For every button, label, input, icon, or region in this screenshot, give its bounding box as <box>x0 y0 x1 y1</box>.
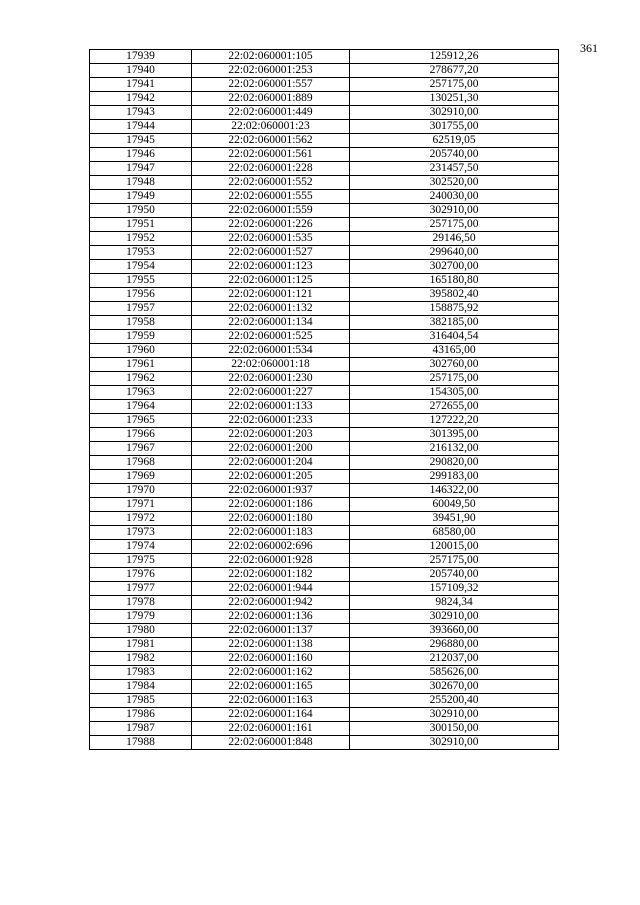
table-row <box>90 274 559 288</box>
table-row <box>90 736 559 750</box>
row-number-cell: 17955 <box>90 274 192 288</box>
registry-table-body <box>90 50 559 750</box>
value-cell: 240030,00 <box>350 190 559 204</box>
cadastral-number-cell: 22:02:060001:183 <box>192 526 350 540</box>
table-row <box>90 498 559 512</box>
value-cell: 255200,40 <box>350 694 559 708</box>
table-row <box>90 50 559 64</box>
value-cell: 125912,26 <box>350 50 559 64</box>
value-cell: 302910,00 <box>350 204 559 218</box>
row-number-cell: 17983 <box>90 666 192 680</box>
table-row <box>90 190 559 204</box>
table-row <box>90 526 559 540</box>
row-number-cell: 17960 <box>90 344 192 358</box>
row-number-cell: 17976 <box>90 568 192 582</box>
cadastral-number-cell: 22:02:060001:889 <box>192 92 350 106</box>
cadastral-number-cell: 22:02:060001:121 <box>192 288 350 302</box>
value-cell: 302910,00 <box>350 610 559 624</box>
value-cell: 302910,00 <box>350 736 559 750</box>
value-cell: 205740,00 <box>350 148 559 162</box>
row-number-cell: 17946 <box>90 148 192 162</box>
cadastral-number-cell: 22:02:060001:555 <box>192 190 350 204</box>
value-cell: 393660,00 <box>350 624 559 638</box>
table-row <box>90 442 559 456</box>
row-number-cell: 17984 <box>90 680 192 694</box>
value-cell: 9824,34 <box>350 596 559 610</box>
row-number-cell: 17974 <box>90 540 192 554</box>
cadastral-number-cell: 22:02:060001:163 <box>192 694 350 708</box>
row-number-cell: 17986 <box>90 708 192 722</box>
cadastral-number-cell: 22:02:060001:228 <box>192 162 350 176</box>
cadastral-number-cell: 22:02:060001:138 <box>192 638 350 652</box>
table-row <box>90 610 559 624</box>
table-row <box>90 400 559 414</box>
row-number-cell: 17942 <box>90 92 192 106</box>
row-number-cell: 17981 <box>90 638 192 652</box>
row-number-cell: 17971 <box>90 498 192 512</box>
value-cell: 278677,20 <box>350 64 559 78</box>
table-row <box>90 218 559 232</box>
row-number-cell: 17944 <box>90 120 192 134</box>
table-row <box>90 302 559 316</box>
row-number-cell: 17950 <box>90 204 192 218</box>
table-row <box>90 722 559 736</box>
row-number-cell: 17961 <box>90 358 192 372</box>
value-cell: 257175,00 <box>350 78 559 92</box>
table-row <box>90 358 559 372</box>
row-number-cell: 17969 <box>90 470 192 484</box>
cadastral-number-cell: 22:02:060001:164 <box>192 708 350 722</box>
table-row <box>90 694 559 708</box>
cadastral-number-cell: 22:02:060001:942 <box>192 596 350 610</box>
table-row <box>90 232 559 246</box>
value-cell: 302520,00 <box>350 176 559 190</box>
row-number-cell: 17963 <box>90 386 192 400</box>
cadastral-number-cell: 22:02:060001:186 <box>192 498 350 512</box>
value-cell: 43165,00 <box>350 344 559 358</box>
value-cell: 205740,00 <box>350 568 559 582</box>
row-number-cell: 17967 <box>90 442 192 456</box>
cadastral-number-cell: 22:02:060001:561 <box>192 148 350 162</box>
row-number-cell: 17980 <box>90 624 192 638</box>
value-cell: 302670,00 <box>350 680 559 694</box>
value-cell: 231457,50 <box>350 162 559 176</box>
cadastral-number-cell: 22:02:060001:182 <box>192 568 350 582</box>
table-row <box>90 414 559 428</box>
value-cell: 212037,00 <box>350 652 559 666</box>
row-number-cell: 17982 <box>90 652 192 666</box>
cadastral-number-cell: 22:02:060001:535 <box>192 232 350 246</box>
row-number-cell: 17954 <box>90 260 192 274</box>
table-row <box>90 624 559 638</box>
row-number-cell: 17945 <box>90 134 192 148</box>
value-cell: 272655,00 <box>350 400 559 414</box>
row-number-cell: 17979 <box>90 610 192 624</box>
cadastral-number-cell: 22:02:060001:200 <box>192 442 350 456</box>
row-number-cell: 17939 <box>90 50 192 64</box>
cadastral-number-cell: 22:02:060001:204 <box>192 456 350 470</box>
table-row <box>90 64 559 78</box>
row-number-cell: 17956 <box>90 288 192 302</box>
row-number-cell: 17972 <box>90 512 192 526</box>
value-cell: 299640,00 <box>350 246 559 260</box>
table-row <box>90 246 559 260</box>
value-cell: 300150,00 <box>350 722 559 736</box>
table-row <box>90 456 559 470</box>
value-cell: 157109,32 <box>350 582 559 596</box>
cadastral-number-cell: 22:02:060001:23 <box>192 120 350 134</box>
table-row <box>90 288 559 302</box>
table-row <box>90 92 559 106</box>
table-row <box>90 582 559 596</box>
table-row <box>90 330 559 344</box>
table-row <box>90 316 559 330</box>
cadastral-number-cell: 22:02:060001:527 <box>192 246 350 260</box>
value-cell: 257175,00 <box>350 554 559 568</box>
cadastral-number-cell: 22:02:060001:133 <box>192 400 350 414</box>
cadastral-number-cell: 22:02:060001:18 <box>192 358 350 372</box>
cadastral-number-cell: 22:02:060001:562 <box>192 134 350 148</box>
cadastral-number-cell: 22:02:060001:227 <box>192 386 350 400</box>
value-cell: 302910,00 <box>350 106 559 120</box>
value-cell: 299183,00 <box>350 470 559 484</box>
row-number-cell: 17958 <box>90 316 192 330</box>
cadastral-number-cell: 22:02:060001:132 <box>192 302 350 316</box>
value-cell: 120015,00 <box>350 540 559 554</box>
value-cell: 60049,50 <box>350 498 559 512</box>
row-number-cell: 17949 <box>90 190 192 204</box>
row-number-cell: 17951 <box>90 218 192 232</box>
row-number-cell: 17966 <box>90 428 192 442</box>
table-row <box>90 134 559 148</box>
value-cell: 154305,00 <box>350 386 559 400</box>
table-row <box>90 162 559 176</box>
row-number-cell: 17970 <box>90 484 192 498</box>
cadastral-number-cell: 22:02:060001:123 <box>192 260 350 274</box>
value-cell: 302910,00 <box>350 708 559 722</box>
cadastral-number-cell: 22:02:060001:525 <box>192 330 350 344</box>
cadastral-number-cell: 22:02:060001:449 <box>192 106 350 120</box>
row-number-cell: 17978 <box>90 596 192 610</box>
table-row <box>90 428 559 442</box>
table-row <box>90 78 559 92</box>
row-number-cell: 17977 <box>90 582 192 596</box>
table-row <box>90 596 559 610</box>
table-row <box>90 512 559 526</box>
row-number-cell: 17962 <box>90 372 192 386</box>
row-number-cell: 17940 <box>90 64 192 78</box>
cadastral-number-cell: 22:02:060001:134 <box>192 316 350 330</box>
row-number-cell: 17965 <box>90 414 192 428</box>
row-number-cell: 17964 <box>90 400 192 414</box>
value-cell: 216132,00 <box>350 442 559 456</box>
table-row <box>90 344 559 358</box>
registry-table <box>89 49 559 750</box>
value-cell: 296880,00 <box>350 638 559 652</box>
value-cell: 302760,00 <box>350 358 559 372</box>
row-number-cell: 17943 <box>90 106 192 120</box>
table-row <box>90 120 559 134</box>
row-number-cell: 17947 <box>90 162 192 176</box>
value-cell: 382185,00 <box>350 316 559 330</box>
value-cell: 290820,00 <box>350 456 559 470</box>
value-cell: 301755,00 <box>350 120 559 134</box>
table-row <box>90 470 559 484</box>
cadastral-number-cell: 22:02:060001:937 <box>192 484 350 498</box>
cadastral-number-cell: 22:02:060001:162 <box>192 666 350 680</box>
cadastral-number-cell: 22:02:060001:205 <box>192 470 350 484</box>
cadastral-number-cell: 22:02:060001:180 <box>192 512 350 526</box>
value-cell: 158875,92 <box>350 302 559 316</box>
value-cell: 127222,20 <box>350 414 559 428</box>
table-row <box>90 568 559 582</box>
row-number-cell: 17948 <box>90 176 192 190</box>
table-row <box>90 652 559 666</box>
value-cell: 316404,54 <box>350 330 559 344</box>
table-row <box>90 666 559 680</box>
table-row <box>90 484 559 498</box>
cadastral-number-cell: 22:02:060001:552 <box>192 176 350 190</box>
cadastral-number-cell: 22:02:060001:848 <box>192 736 350 750</box>
page-number: 361 <box>580 41 598 55</box>
row-number-cell: 17987 <box>90 722 192 736</box>
row-number-cell: 17953 <box>90 246 192 260</box>
cadastral-number-cell: 22:02:060001:160 <box>192 652 350 666</box>
row-number-cell: 17973 <box>90 526 192 540</box>
table-row <box>90 638 559 652</box>
table-row <box>90 260 559 274</box>
cadastral-number-cell: 22:02:060001:233 <box>192 414 350 428</box>
value-cell: 130251,30 <box>350 92 559 106</box>
cadastral-number-cell: 22:02:060001:105 <box>192 50 350 64</box>
cadastral-number-cell: 22:02:060001:944 <box>192 582 350 596</box>
cadastral-number-cell: 22:02:060001:557 <box>192 78 350 92</box>
cadastral-number-cell: 22:02:060001:161 <box>192 722 350 736</box>
cadastral-number-cell: 22:02:060001:137 <box>192 624 350 638</box>
value-cell: 257175,00 <box>350 372 559 386</box>
cadastral-number-cell: 22:02:060001:253 <box>192 64 350 78</box>
cadastral-number-cell: 22:02:060001:203 <box>192 428 350 442</box>
table-row <box>90 554 559 568</box>
value-cell: 302700,00 <box>350 260 559 274</box>
value-cell: 301395,00 <box>350 428 559 442</box>
row-number-cell: 17968 <box>90 456 192 470</box>
row-number-cell: 17975 <box>90 554 192 568</box>
row-number-cell: 17959 <box>90 330 192 344</box>
table-row <box>90 148 559 162</box>
row-number-cell: 17941 <box>90 78 192 92</box>
value-cell: 257175,00 <box>350 218 559 232</box>
table-row <box>90 106 559 120</box>
table-row <box>90 540 559 554</box>
cadastral-number-cell: 22:02:060001:559 <box>192 204 350 218</box>
row-number-cell: 17988 <box>90 736 192 750</box>
cadastral-number-cell: 22:02:060001:136 <box>192 610 350 624</box>
cadastral-number-cell: 22:02:060001:125 <box>192 274 350 288</box>
row-number-cell: 17957 <box>90 302 192 316</box>
cadastral-number-cell: 22:02:060001:165 <box>192 680 350 694</box>
value-cell: 165180,80 <box>350 274 559 288</box>
row-number-cell: 17952 <box>90 232 192 246</box>
table-row <box>90 204 559 218</box>
cadastral-number-cell: 22:02:060001:230 <box>192 372 350 386</box>
table-row <box>90 176 559 190</box>
value-cell: 68580,00 <box>350 526 559 540</box>
value-cell: 146322,00 <box>350 484 559 498</box>
table-row <box>90 680 559 694</box>
table-row <box>90 386 559 400</box>
cadastral-number-cell: 22:02:060001:534 <box>192 344 350 358</box>
row-number-cell: 17985 <box>90 694 192 708</box>
cadastral-number-cell: 22:02:060001:226 <box>192 218 350 232</box>
value-cell: 39451,90 <box>350 512 559 526</box>
value-cell: 395802,40 <box>350 288 559 302</box>
cadastral-number-cell: 22:02:060002:696 <box>192 540 350 554</box>
table-row <box>90 372 559 386</box>
table-row <box>90 708 559 722</box>
value-cell: 29146,50 <box>350 232 559 246</box>
cadastral-number-cell: 22:02:060001:928 <box>192 554 350 568</box>
value-cell: 62519,05 <box>350 134 559 148</box>
value-cell: 585626,00 <box>350 666 559 680</box>
